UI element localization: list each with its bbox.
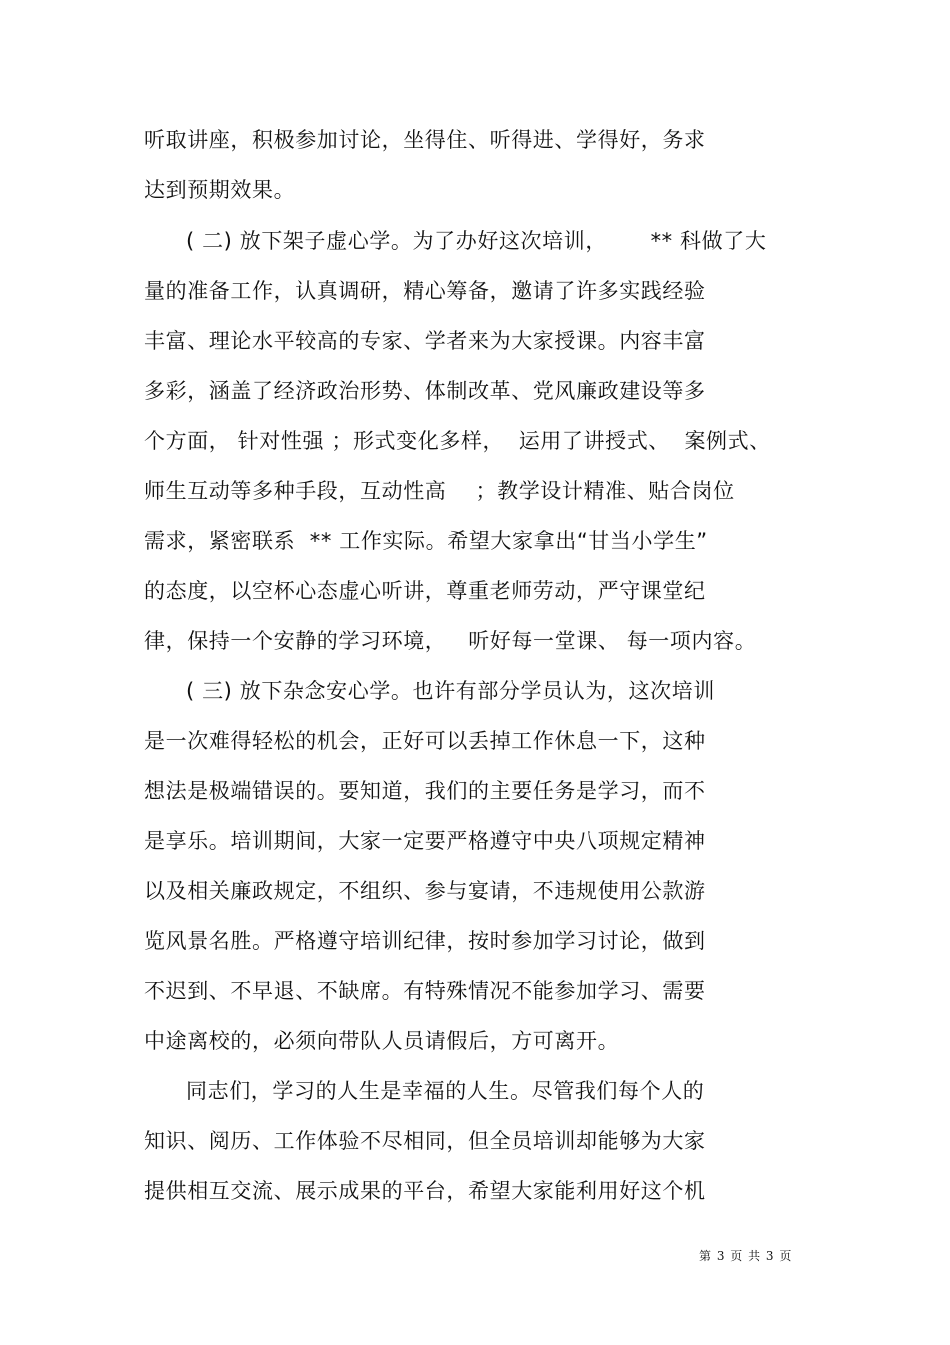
text-line: 听取讲座，积极参加讨论，坐得住、听得进、学得好，务求 [144, 128, 706, 152]
paragraph-start-line: ( 三) 放下杂念安心学。也许有部分学员认为，这次培训 [186, 679, 715, 703]
text-line: 达到预期效果。 [144, 178, 296, 202]
text-line: 师生互动等多种手段，互动性高 ；教学设计精准、贴合岗位 [144, 479, 735, 503]
text-line: 以及相关廉政规定，不组织、参与宴请，不违规使用公款游 [144, 879, 706, 903]
text-line: 览风景名胜。严格遵守培训纪律，按时参加学习讨论，做到 [144, 929, 706, 953]
text-line: 的态度，以空杯心态虚心听讲，尊重老师劳动，严守课堂纪 [144, 579, 706, 603]
text-line: 是享乐。培训期间，大家一定要严格遵守中央八项规定精神 [144, 829, 706, 853]
text-line: 不迟到、不早退、不缺席。有特殊情况不能参加学习、需要 [144, 979, 706, 1003]
text-line: 提供相互交流、展示成果的平台，希望大家能利用好这个机 [144, 1179, 706, 1203]
text-line: 丰富、理论水平较高的专家、学者来为大家授课。内容丰富 [144, 329, 706, 353]
page-footer: 第 3 页 共 3 页 [699, 1249, 793, 1263]
text-line: 知识、阅历、工作体验不尽相同，但全员培训却能够为大家 [144, 1129, 706, 1153]
text-line: 个方面， 针对性强 ；形式变化多样， 运用了讲授式、 案例式、 [144, 429, 771, 453]
text-line: 中途离校的，必须向带队人员请假后，方可离开。 [144, 1029, 620, 1053]
text-line: 量的准备工作，认真调研，精心筹备，邀请了许多实践经验 [144, 279, 706, 303]
paragraph-start-line: ( 二) 放下架子虚心学。为了办好这次培训， ** 科做了大 [186, 229, 767, 253]
text-line: 律，保持一个安静的学习环境， 听好每一堂课、 每一项内容。 [144, 629, 757, 653]
text-line: 需求，紧密联系 ** 工作实际。希望大家拿出“甘当小学生” [144, 529, 708, 553]
paragraph-start-line: 同志们，学习的人生是幸福的人生。尽管我们每个人的 [186, 1079, 705, 1103]
text-line: 是一次难得轻松的机会，正好可以丢掉工作休息一下，这种 [144, 729, 706, 753]
text-line: 多彩，涵盖了经济政治形势、体制改革、党风廉政建设等多 [144, 379, 706, 403]
text-line: 想法是极端错误的。要知道，我们的主要任务是学习，而不 [144, 779, 706, 803]
